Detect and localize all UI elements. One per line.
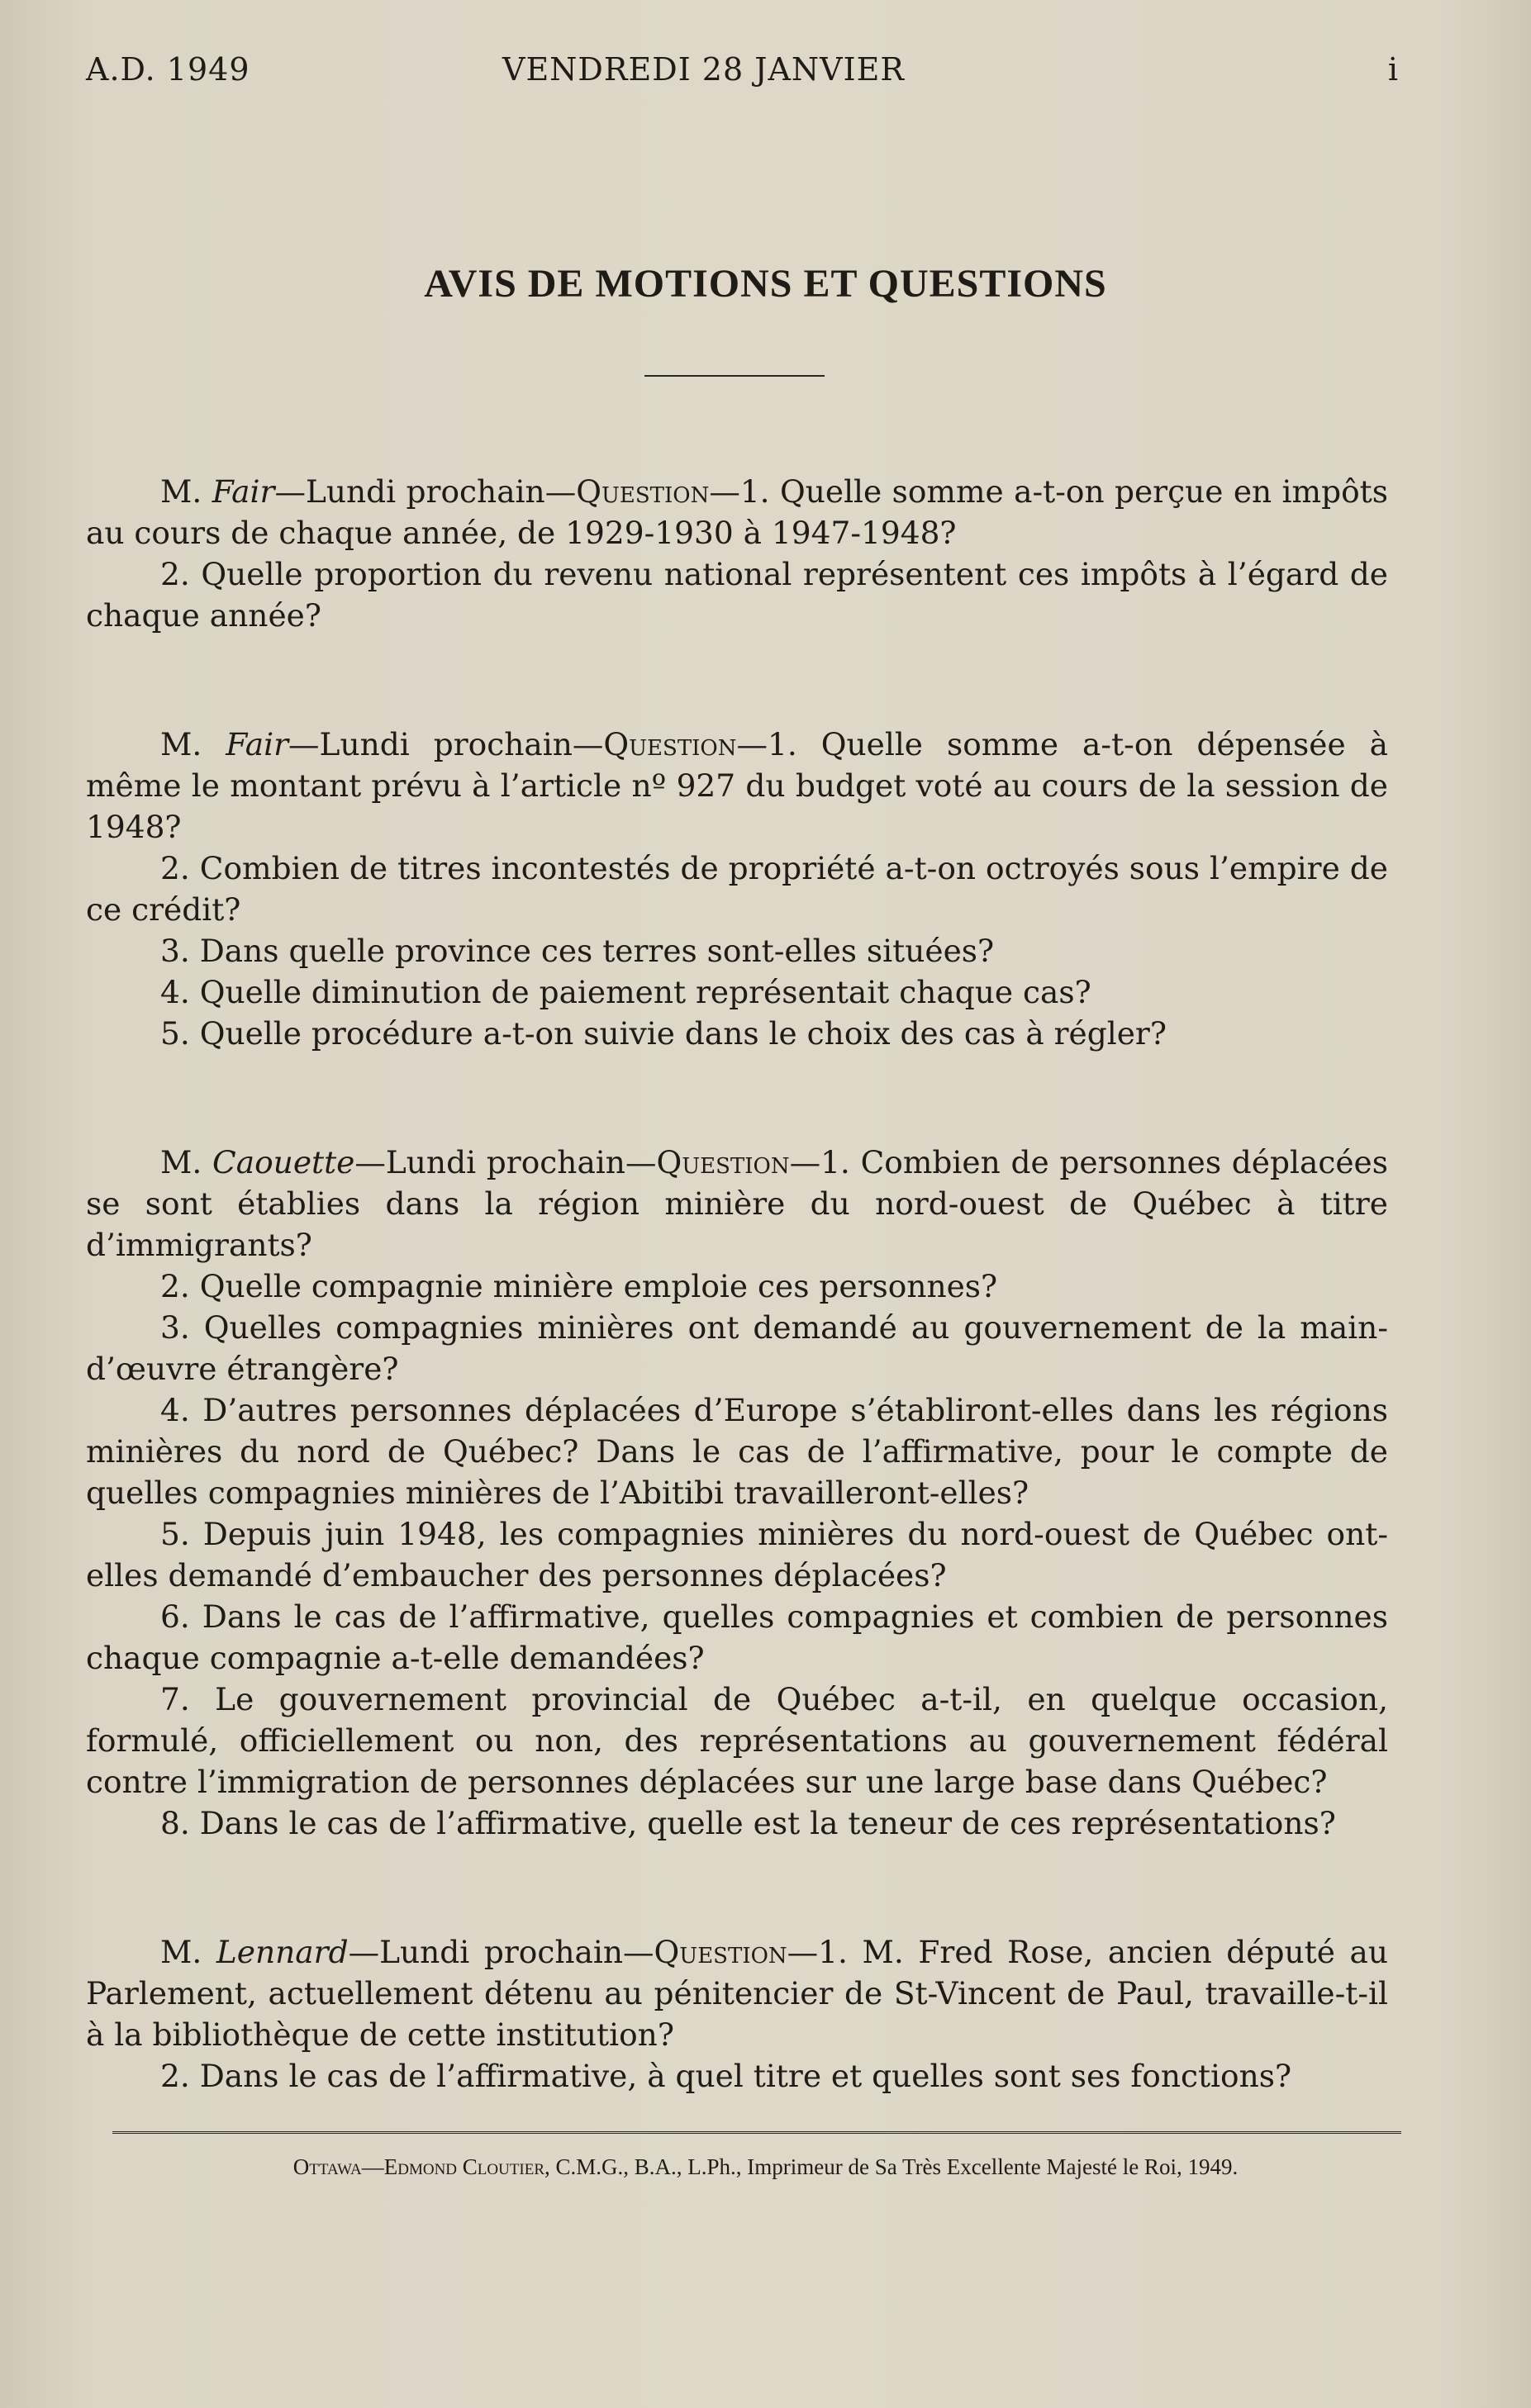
question-text: —1. Quelle somme a-t-on dépensée à même le montant prévu à l’article nº 927 du budget voté au cours de la session de 1948? [86, 726, 1388, 845]
question-item: 7. Le gouvernement provincial de Québec a-t-il, en quelque occasion, formulé, officiellement ou non, des représentations au gouvernement fédéral contre l’immigration de personnes déplacées sur une large base dans Québec? [86, 1681, 1388, 1800]
printer-imprint [0, 2154, 1531, 2180]
question-text: —1. Quelle somme a-t-on perçue en impôts au cours de chaque année, de 1929-1930 à 1947-1948? [86, 473, 1388, 551]
question-item: 6. Dans le cas de l’affirmative, quelles compagnies et combien de personnes chaque compagnie a-t-elle demandées? [86, 1598, 1388, 1676]
member-name: Fair [226, 726, 289, 762]
notice-fair-2 [86, 724, 1388, 1054]
member-prefix: M. [160, 1934, 216, 1970]
page-title: AVIS DE MOTIONS ET QUESTIONS [424, 262, 1107, 306]
member-prefix: M. [160, 726, 226, 762]
notice-intro: —Lundi prochain— [354, 1144, 657, 1180]
question-item: 2. Quelle proportion du revenu national représentent ces impôts à l’égard de chaque année? [86, 556, 1388, 634]
notice-intro: —Lundi prochain— [288, 726, 604, 762]
question-item: 2. Combien de titres incontestés de propriété a-t-on octroyés sous l’empire de ce crédit? [86, 850, 1388, 928]
notice-first-paragraph [86, 1142, 1388, 1266]
notice-first-paragraph [86, 471, 1388, 553]
running-head [86, 51, 1399, 93]
notice-intro: —Lundi prochain— [274, 473, 577, 510]
member-name: Caouette [212, 1144, 355, 1180]
question-text: —1. Combien de personnes déplacées se sont établies dans la région minière du nord-ouest de Québec à titre d’immigrants? [86, 1144, 1388, 1263]
question-item: 4. Quelle diminution de paiement représentait chaque cas? [160, 974, 1091, 1010]
title-divider [644, 375, 825, 377]
question-text: —1. M. Fred Rose, ancien député au Parlement, actuellement détenu au pénitencier de St-Vincent de Paul, travaille-t-il à la bibliothèque de cette institution? [86, 1934, 1388, 2053]
header-year: A.D. 1949 [86, 51, 250, 88]
notice-first-paragraph [86, 724, 1388, 848]
question-label: Question [656, 1144, 790, 1180]
header-page-number: i [1387, 51, 1399, 88]
question-label: Question [654, 1934, 787, 1970]
header-date: VENDREDI 28 JANVIER [502, 51, 905, 88]
imprint-city: Ottawa [292, 2154, 362, 2179]
notices-body [86, 471, 1388, 2184]
member-name: Lennard [216, 1934, 349, 1970]
question-item: 8. Dans le cas de l’affirmative, quelle est la teneur de ces représentations? [160, 1805, 1336, 1841]
notice-first-paragraph [86, 1931, 1388, 2055]
notice-intro: —Lundi prochain— [348, 1934, 654, 1970]
question-item: 3. Quelles compagnies minières ont demandé au gouvernement de la main-d’œuvre étrangère? [86, 1309, 1388, 1387]
question-label: Question [576, 473, 710, 510]
member-name: Fair [212, 473, 275, 510]
question-item: 4. D’autres personnes déplacées d’Europe s’établiront-elles dans les régions minières du nord de Québec? Dans le cas de l’affirmative, pour le compte de quelles compagnies minières de l’Abitibi travailleront-elles? [86, 1392, 1388, 1511]
member-prefix: M. [160, 1144, 213, 1180]
question-item: 3. Dans quelle province ces terres sont-elles situées? [160, 933, 995, 969]
question-item: 5. Quelle procédure a-t-on suivie dans le choix des cas à régler? [160, 1015, 1167, 1052]
imprint-dash: — [361, 2154, 384, 2179]
footer-divider [112, 2131, 1401, 2136]
question-item: 2. Quelle compagnie minière emploie ces personnes? [160, 1268, 998, 1304]
notice-caouette [86, 1142, 1388, 1844]
question-item: 2. Dans le cas de l’affirmative, à quel titre et quelles sont ses fonctions? [160, 2058, 1292, 2094]
question-item: 5. Depuis juin 1948, les compagnies minières du nord-ouest de Québec ont-elles demandé d’embaucher des personnes déplacées? [86, 1516, 1388, 1593]
notice-fair-1 [86, 471, 1388, 636]
question-label: Question [603, 726, 737, 762]
notice-lennard [86, 1931, 1388, 2097]
imprint-printer: Edmond Cloutier [383, 2154, 545, 2179]
imprint-credentials: , C.M.G., B.A., L.Ph., Imprimeur de Sa Très Excellente Majesté le Roi, 1949. [544, 2154, 1239, 2179]
member-prefix: M. [160, 473, 212, 510]
